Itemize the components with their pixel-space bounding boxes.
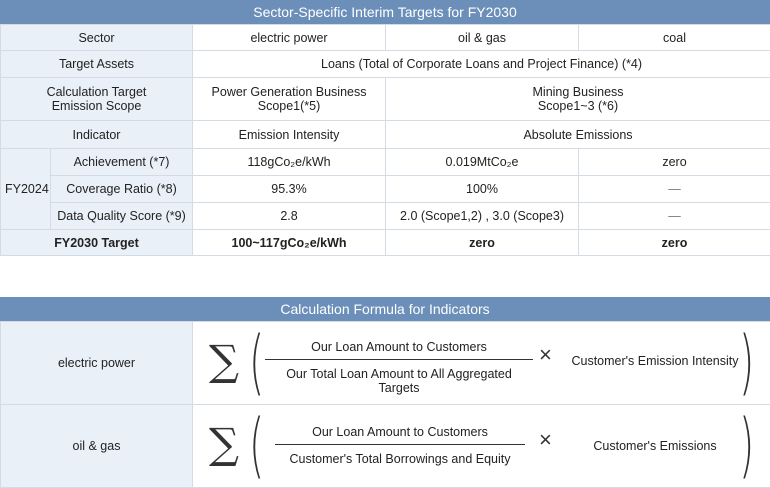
sector-coal: coal [579, 25, 770, 51]
formula-fraction [265, 340, 533, 395]
formula-numerator: Our Loan Amount to Customers [265, 340, 533, 360]
formula-denominator: Our Total Loan Amount to All Aggregated Targets [265, 360, 533, 395]
sector-oil-gas: oil & gas [386, 25, 579, 51]
indicator-power: Emission Intensity [193, 121, 386, 149]
targets-table [0, 24, 770, 256]
indicator-mining: Absolute Emissions [386, 121, 770, 149]
formula-rhs: Customer's Emissions [565, 439, 745, 453]
fy2030-target-label: FY2030 Target [1, 230, 193, 256]
emission-scope-label [1, 78, 193, 121]
multiply-icon: × [539, 433, 552, 447]
fy2030-target-power: 100~117gCo₂e/kWh [193, 230, 386, 256]
multiply-icon: × [539, 348, 552, 362]
targets-table-title: Sector-Specific Interim Targets for FY2030 [0, 0, 770, 24]
data-quality-label: Data Quality Score (*9) [51, 203, 193, 230]
data-quality-oil-gas: 2.0 (Scope1,2) , 3.0 (Scope3) [386, 203, 579, 230]
data-quality-power: 2.8 [193, 203, 386, 230]
formula-numerator: Our Loan Amount to Customers [275, 425, 525, 445]
formula-table [0, 321, 770, 488]
formula-fraction [275, 425, 525, 466]
fy2030-target-coal: zero [579, 230, 770, 256]
achievement-label: Achievement (*7) [51, 149, 193, 176]
sector-electric-power: electric power [193, 25, 386, 51]
formula-denominator: Customer's Total Borrowings and Equity [275, 445, 525, 466]
achievement-power: 118gCo₂e/kWh [193, 149, 386, 176]
target-assets-label: Target Assets [1, 51, 193, 78]
left-paren-icon: ( [249, 410, 264, 480]
formula-label-oil-gas: oil & gas [1, 405, 193, 488]
fy2024-label: FY2024 [1, 149, 51, 230]
emission-scope-mining [386, 78, 770, 121]
left-paren-icon: ( [249, 327, 264, 397]
formula-electric-power [193, 322, 770, 405]
emission-scope-power [193, 78, 386, 121]
emission-scope-power-line1: Power Generation Business [197, 85, 381, 99]
emission-scope-label-line1: Calculation Target [5, 85, 188, 99]
target-assets-value: Loans (Total of Corporate Loans and Project Finance) (*4) [193, 51, 770, 78]
formula-oil-gas [193, 405, 770, 488]
right-paren-icon: ) [739, 410, 754, 480]
emission-scope-mining-line1: Mining Business [390, 85, 766, 99]
emission-scope-mining-line2: Scope1~3 (*6) [390, 99, 766, 113]
emission-scope-power-line2: Scope1(*5) [197, 99, 381, 113]
formula-rhs: Customer's Emission Intensity [565, 354, 745, 368]
sigma-icon: ∑ [209, 423, 239, 465]
coverage-ratio-oil-gas: 100% [386, 176, 579, 203]
section-gap [0, 256, 770, 297]
formula-table-title: Calculation Formula for Indicators [0, 297, 770, 321]
coverage-ratio-power: 95.3% [193, 176, 386, 203]
emission-scope-label-line2: Emission Scope [5, 99, 188, 113]
achievement-coal: zero [579, 149, 770, 176]
formula-label-electric-power: electric power [1, 322, 193, 405]
coverage-ratio-label: Coverage Ratio (*8) [51, 176, 193, 203]
achievement-oil-gas: 0.019MtCo₂e [386, 149, 579, 176]
indicator-label: Indicator [1, 121, 193, 149]
sigma-icon: ∑ [209, 340, 239, 382]
right-paren-icon: ) [739, 327, 754, 397]
data-quality-coal: — [579, 203, 770, 230]
fy2030-target-oil-gas: zero [386, 230, 579, 256]
sector-header: Sector [1, 25, 193, 51]
coverage-ratio-coal: — [579, 176, 770, 203]
